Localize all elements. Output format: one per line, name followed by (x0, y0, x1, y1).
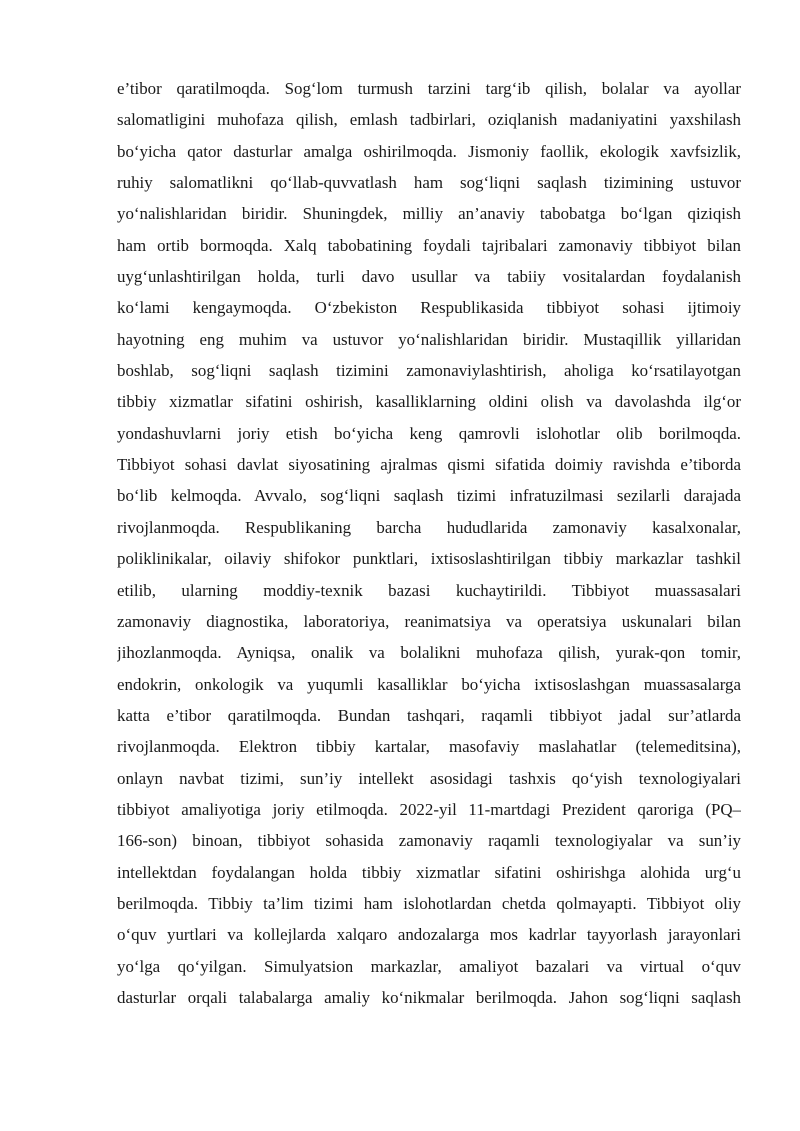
text-line: poliklinikalar, oilaviy shifokor punktlari, ixtisoslashtirilgan tibbiy markazlar tashkil (117, 549, 741, 569)
text-line: onlayn navbat tizimi, sun’iy intellekt asosidagi tashxis qo‘yish texnologiyalari (117, 768, 741, 788)
text-line: ham ortib bormoqda. Xalq tabobatining foydali tajribalari zamonaviy tibbiyot bilan (117, 235, 741, 255)
text-line: boshlab, sog‘liqni saqlash tizimini zamonaviylashtirish, aholiga ko‘rsatilayotgan (117, 361, 741, 381)
text-line: jihozlanmoqda. Ayniqsa, onalik va bolalikni muhofaza qilish, yurak-qon tomir, (117, 643, 741, 663)
text-line: uyg‘unlashtirilgan holda, turli davo usullar va tabiiy vositalardan foydalanish (117, 267, 741, 287)
text-line: bo‘yicha qator dasturlar amalga oshirilmoqda. Jismoniy faollik, ekologik xavfsizlik, (117, 141, 741, 161)
text-line: katta e’tibor qaratilmoqda. Bundan tashqari, raqamli tibbiyot jadal sur’atlarda (117, 705, 741, 725)
text-line: rivojlanmoqda. Respublikaning barcha hududlarida zamonaviy kasalxonalar, (117, 517, 741, 537)
text-line: rivojlanmoqda. Elektron tibbiy kartalar, masofaviy maslahatlar (telemeditsina), (117, 737, 741, 757)
text-line: zamonaviy diagnostika, laboratoriya, reanimatsiya va operatsiya uskunalari bilan (117, 611, 741, 631)
text-line: dasturlar orqali talabalarga amaliy ko‘nikmalar berilmoqda. Jahon sog‘liqni saqlash (117, 987, 741, 1007)
body-text (117, 73, 741, 1013)
text-line: intellektdan foydalangan holda tibbiy xizmatlar sifatini oshirishga alohida urg‘u (117, 862, 741, 882)
text-line: ko‘lami kengaymoqda. O‘zbekiston Respublikasida tibbiyot sohasi ijtimoiy (117, 298, 741, 318)
text-line: yo‘lga qo‘yilgan. Simulyatsion markazlar, amaliyot bazalari va virtual o‘quv (117, 956, 741, 976)
text-line: berilmoqda. Tibbiy ta’lim tizimi ham islohotlardan chetda qolmayapti. Tibbiyot oliy (117, 893, 741, 913)
text-line: Tibbiyot sohasi davlat siyosatining ajralmas qismi sifatida doimiy ravishda e’tiborda (117, 455, 741, 475)
text-line: hayotning eng muhim va ustuvor yo‘nalishlaridan biridir. Mustaqillik yillaridan (117, 329, 741, 349)
text-line: salomatligini muhofaza qilish, emlash tadbirlari, oziqlanish madaniyatini yaxshilash (117, 110, 741, 130)
text-line: endokrin, onkologik va yuqumli kasalliklar bo‘yicha ixtisoslashgan muassasalarga (117, 674, 741, 694)
text-line: tibbiy xizmatlar sifatini oshirish, kasalliklarning oldini olish va davolashda ilg‘or (117, 392, 741, 412)
text-line: tibbiyot amaliyotiga joriy etilmoqda. 2022-yil 11-martdagi Prezident qaroriga (PQ– (117, 799, 741, 819)
text-line: 166-son) binoan, tibbiyot sohasida zamonaviy raqamli texnologiyalar va sun’iy (117, 831, 741, 851)
text-line: e’tibor qaratilmoqda. Sog‘lom turmush tarzini targ‘ib qilish, bolalar va ayollar (117, 79, 741, 98)
text-line: yo‘nalishlaridan biridir. Shuningdek, milliy an’anaviy tabobatga bo‘lgan qiziqish (117, 204, 741, 224)
text-line: o‘quv yurtlari va kollejlarda xalqaro andozalarga mos kadrlar tayyorlash jarayonlari (117, 925, 741, 945)
text-line: bo‘lib kelmoqda. Avvalo, sog‘liqni saqlash tizimi infratuzilmasi sezilarli darajada (117, 486, 741, 506)
text-line: ruhiy salomatlikni qo‘llab-quvvatlash ham sog‘liqni saqlash tizimining ustuvor (117, 173, 741, 193)
text-line: etilib, ularning moddiy-texnik bazasi kuchaytirildi. Tibbiyot muassasalari (117, 580, 741, 600)
text-line: yondashuvlarni joriy etish bo‘yicha keng qamrovli islohotlar olib borilmoqda. (117, 423, 741, 443)
